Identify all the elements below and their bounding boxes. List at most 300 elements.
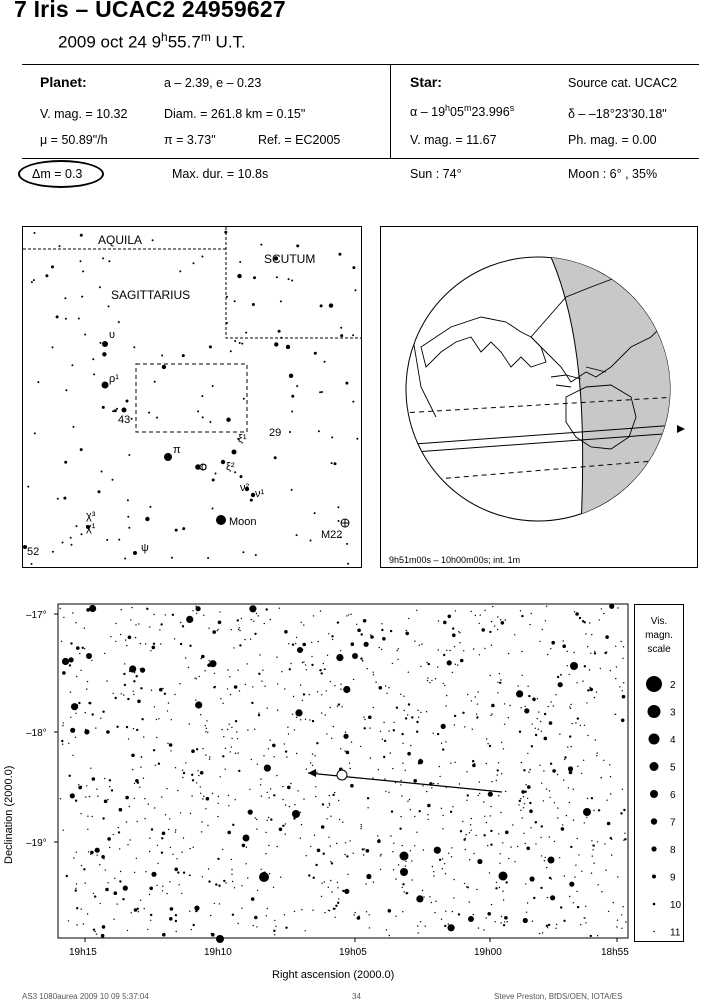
background-star	[346, 855, 348, 857]
finder-star	[112, 410, 114, 412]
background-star	[601, 608, 602, 609]
background-star	[361, 826, 362, 827]
background-star	[256, 613, 257, 614]
background-star	[76, 704, 78, 706]
background-star	[530, 876, 535, 881]
background-star	[379, 686, 383, 690]
background-star	[279, 608, 280, 609]
background-star	[444, 685, 445, 686]
background-star	[92, 777, 96, 781]
background-star	[260, 778, 261, 779]
background-star	[239, 630, 240, 631]
finder-star	[124, 558, 126, 560]
background-star	[215, 686, 216, 687]
star-label-omicron: o	[201, 461, 208, 473]
background-star	[491, 621, 492, 622]
finder-star	[340, 334, 343, 337]
finder-star	[201, 256, 203, 258]
background-star	[527, 902, 528, 903]
background-star	[158, 763, 160, 765]
background-star	[569, 674, 570, 675]
background-star	[301, 622, 302, 623]
star-label-chi3: χ³	[86, 510, 96, 522]
background-star	[131, 607, 132, 608]
background-star	[380, 869, 381, 870]
background-star	[519, 731, 521, 733]
background-star	[623, 646, 624, 647]
background-star	[420, 759, 421, 760]
background-star	[179, 683, 180, 684]
background-star	[284, 914, 285, 915]
background-star	[454, 715, 456, 717]
background-star	[538, 711, 539, 712]
background-star	[76, 676, 77, 677]
background-star	[217, 858, 219, 860]
background-star	[505, 831, 509, 835]
background-star	[175, 920, 177, 922]
background-star	[256, 926, 257, 927]
finder-star	[65, 389, 67, 391]
finder-star	[62, 542, 64, 544]
background-star	[136, 675, 138, 677]
finder-star	[73, 426, 75, 428]
background-star	[390, 835, 391, 836]
background-star	[447, 660, 452, 665]
background-star	[476, 716, 478, 718]
background-star	[479, 654, 480, 655]
background-star	[270, 740, 271, 741]
finder-star	[212, 479, 215, 482]
background-star	[503, 748, 504, 749]
background-star	[177, 790, 178, 791]
background-star	[276, 775, 277, 776]
background-star	[437, 783, 438, 784]
max-duration: Max. dur. = 10.8s	[172, 167, 269, 181]
background-star	[581, 871, 582, 872]
background-star	[471, 818, 472, 819]
background-star	[506, 881, 508, 883]
background-star	[288, 733, 289, 734]
background-star	[269, 797, 270, 798]
background-star	[115, 697, 117, 699]
background-star	[270, 818, 272, 820]
background-star	[223, 880, 225, 882]
background-star	[209, 759, 210, 760]
background-star	[577, 838, 578, 839]
finder-star	[179, 270, 181, 272]
background-star	[302, 700, 303, 701]
finder-star	[280, 300, 282, 302]
background-star	[578, 854, 579, 855]
background-star	[379, 839, 380, 840]
background-star	[442, 748, 444, 750]
background-star	[249, 789, 250, 790]
finder-star	[161, 355, 163, 357]
background-star	[520, 610, 521, 611]
background-star	[89, 702, 91, 704]
background-star	[282, 786, 283, 787]
background-star	[63, 617, 64, 618]
finder-star	[108, 305, 110, 307]
background-star	[85, 796, 86, 797]
background-star	[125, 639, 126, 640]
background-star	[105, 888, 106, 889]
background-star	[563, 920, 565, 922]
background-star	[209, 660, 216, 667]
background-star	[622, 695, 626, 699]
background-star	[549, 721, 553, 725]
background-star	[254, 916, 258, 920]
y-tick-label: –18°	[26, 728, 47, 739]
background-star	[330, 681, 331, 682]
bright-star	[259, 872, 269, 882]
background-star	[419, 645, 420, 646]
magnitude-dot	[650, 790, 658, 798]
background-star	[151, 872, 156, 877]
background-star	[217, 629, 218, 630]
background-star	[584, 822, 585, 823]
background-star	[623, 906, 624, 907]
finder-star	[212, 385, 214, 387]
finder-star	[212, 508, 214, 510]
background-star	[245, 863, 246, 864]
background-star	[268, 817, 269, 818]
background-star	[487, 845, 488, 846]
background-star	[340, 650, 341, 651]
background-star	[381, 649, 382, 650]
background-star	[412, 879, 413, 880]
background-star	[563, 780, 564, 781]
background-star	[520, 810, 521, 811]
background-star	[521, 762, 522, 763]
divider-vertical	[390, 64, 391, 158]
background-star	[337, 882, 338, 883]
background-star	[576, 891, 577, 892]
background-star	[300, 812, 301, 813]
background-star	[380, 855, 381, 856]
magnitude-dot	[651, 818, 657, 824]
background-star	[445, 705, 446, 706]
background-star	[400, 816, 401, 817]
background-star	[621, 719, 625, 723]
finder-star	[31, 281, 33, 283]
background-star	[131, 754, 135, 758]
background-star	[261, 796, 262, 797]
background-star	[140, 900, 141, 901]
background-star	[284, 630, 288, 634]
background-star	[296, 637, 297, 638]
background-star	[306, 669, 307, 670]
background-star	[214, 673, 215, 674]
background-star	[613, 902, 614, 903]
finder-star	[64, 297, 66, 299]
background-star	[311, 642, 312, 643]
finder-star	[126, 400, 129, 403]
background-star	[621, 914, 622, 915]
background-star	[583, 760, 584, 761]
background-star	[514, 861, 515, 862]
background-star	[523, 769, 525, 771]
background-star	[322, 803, 324, 805]
finder-star	[45, 274, 48, 277]
background-star	[408, 672, 409, 673]
background-star	[218, 621, 222, 625]
finder-star	[346, 543, 348, 545]
background-star	[347, 874, 348, 875]
background-star	[205, 731, 206, 732]
background-star	[127, 930, 128, 931]
background-star	[393, 843, 394, 844]
background-star	[427, 677, 428, 678]
background-star	[525, 883, 526, 884]
background-star	[451, 847, 452, 848]
earth-globe-panel	[380, 226, 698, 568]
background-star	[70, 728, 75, 733]
background-star	[148, 804, 149, 805]
background-star	[585, 633, 586, 634]
magnitude-dot	[653, 931, 655, 933]
background-star	[108, 882, 109, 883]
background-star	[113, 919, 114, 920]
background-star	[554, 841, 555, 842]
magnitude-label: 4	[670, 735, 676, 746]
background-star	[159, 629, 160, 630]
background-star	[418, 717, 419, 718]
background-star	[81, 786, 82, 787]
finder-star	[106, 539, 108, 541]
background-star	[189, 875, 190, 876]
sun-elongation: Sun : 74°	[410, 167, 462, 181]
background-star	[550, 701, 551, 702]
background-star	[143, 778, 144, 779]
background-star	[222, 755, 224, 757]
finder-star	[241, 343, 243, 345]
background-star	[444, 925, 446, 927]
background-star	[504, 724, 505, 725]
background-star	[383, 722, 384, 723]
background-star	[106, 730, 110, 734]
finder-star	[274, 456, 277, 459]
divider-top	[22, 64, 699, 65]
background-star	[76, 883, 77, 884]
background-star	[172, 614, 174, 616]
background-star	[330, 861, 331, 862]
background-star	[161, 796, 162, 797]
finder-star	[108, 260, 110, 262]
finder-star	[240, 475, 243, 478]
background-star	[119, 808, 123, 812]
background-star	[221, 729, 222, 730]
background-star	[490, 806, 491, 807]
finder-star	[260, 244, 262, 246]
background-star	[251, 897, 255, 901]
background-star	[521, 651, 522, 652]
background-star	[254, 729, 255, 730]
background-star	[169, 743, 173, 747]
background-star	[191, 749, 195, 753]
background-star	[316, 742, 318, 744]
background-star	[273, 794, 275, 796]
background-star	[621, 928, 622, 929]
background-star	[258, 713, 259, 714]
background-star	[505, 791, 506, 792]
background-star	[153, 614, 154, 615]
background-star	[435, 901, 436, 902]
background-star	[607, 822, 611, 826]
background-star	[133, 691, 134, 692]
background-star	[404, 710, 405, 711]
y-tick-label: –19°	[26, 838, 47, 849]
background-star	[331, 738, 332, 739]
background-star	[459, 783, 460, 784]
background-star	[264, 765, 271, 772]
background-star	[381, 623, 382, 624]
background-star	[196, 782, 197, 783]
finder-star	[338, 520, 340, 522]
background-star	[554, 802, 555, 803]
background-star	[161, 837, 163, 839]
constellation-scutum: SCUTUM	[264, 252, 316, 266]
background-star	[466, 886, 467, 887]
bright-star	[499, 872, 508, 881]
background-star	[61, 641, 62, 642]
finder-chart	[22, 226, 362, 568]
background-star	[422, 890, 423, 891]
background-star	[251, 702, 253, 704]
background-star	[164, 693, 166, 695]
background-star	[175, 829, 176, 830]
background-star	[170, 907, 174, 911]
background-star	[60, 798, 61, 799]
bright-star	[352, 653, 358, 659]
background-star	[528, 695, 530, 697]
star-label-upsilon: υ	[109, 329, 116, 341]
background-star	[372, 777, 373, 778]
finder-star	[80, 234, 83, 237]
background-star	[483, 801, 484, 802]
background-star	[133, 680, 135, 682]
background-star	[208, 868, 209, 869]
background-star	[471, 830, 472, 831]
background-star	[585, 906, 586, 907]
background-star	[92, 816, 93, 817]
background-star	[294, 729, 295, 730]
background-star	[165, 814, 166, 815]
background-star	[432, 866, 433, 867]
background-star	[126, 645, 127, 646]
background-star	[262, 670, 263, 671]
finder-star	[209, 421, 211, 423]
background-star	[414, 816, 415, 817]
background-star	[75, 888, 76, 889]
background-star	[501, 916, 502, 917]
background-star	[119, 880, 121, 882]
finder-star	[102, 352, 106, 356]
finder-star	[133, 346, 135, 348]
background-star	[419, 810, 421, 812]
background-star	[277, 710, 278, 711]
background-star	[115, 623, 116, 624]
background-star	[341, 706, 342, 707]
background-star	[274, 934, 275, 935]
background-star	[252, 686, 253, 687]
background-star	[129, 665, 136, 672]
background-star	[535, 728, 536, 729]
background-star	[247, 663, 248, 664]
finder-star	[280, 337, 282, 339]
background-star	[529, 809, 533, 813]
background-star	[285, 834, 286, 835]
background-star	[68, 743, 69, 744]
background-star	[605, 635, 609, 639]
magnitude-dot	[649, 734, 660, 745]
magnitude-label: 7	[670, 817, 676, 829]
background-star	[517, 846, 518, 847]
background-star	[208, 880, 210, 882]
background-star	[458, 631, 459, 632]
background-star	[405, 632, 409, 636]
background-star	[212, 630, 216, 634]
bright-star	[292, 810, 300, 818]
finder-star	[145, 517, 149, 521]
finder-star	[352, 266, 355, 269]
background-star	[219, 903, 220, 904]
background-star	[131, 912, 132, 913]
background-star	[573, 789, 574, 790]
background-star	[546, 788, 547, 789]
background-star	[268, 845, 269, 846]
background-star	[410, 745, 411, 746]
footer-page: 34	[352, 992, 361, 1001]
background-star	[587, 798, 588, 799]
star-label-pi: π	[173, 444, 181, 456]
background-star	[540, 721, 541, 722]
background-star	[118, 827, 119, 828]
finder-star	[291, 280, 293, 282]
background-star	[133, 694, 134, 695]
background-star	[195, 699, 196, 700]
background-star	[160, 623, 162, 625]
background-star	[567, 746, 568, 747]
background-star	[327, 807, 328, 808]
background-star	[292, 714, 293, 715]
magnitude-label: 2	[670, 680, 676, 691]
background-star	[267, 708, 268, 709]
background-star	[214, 903, 215, 904]
background-star	[508, 858, 509, 859]
background-star	[529, 769, 530, 770]
magnitude-label: 10	[670, 900, 682, 911]
background-star	[337, 902, 339, 904]
finder-star	[52, 346, 54, 348]
background-star	[484, 648, 485, 649]
finder-star	[101, 471, 103, 473]
finder-star	[239, 261, 241, 263]
background-star	[156, 737, 157, 738]
background-star	[117, 903, 118, 904]
background-star	[526, 912, 527, 913]
background-star	[200, 658, 201, 659]
background-star	[269, 873, 270, 874]
background-star	[151, 828, 153, 830]
background-star	[615, 714, 616, 715]
background-star	[61, 740, 63, 742]
background-star	[587, 689, 589, 691]
background-star	[78, 702, 80, 704]
background-star	[273, 930, 275, 932]
background-star	[459, 642, 460, 643]
background-star	[149, 626, 150, 627]
